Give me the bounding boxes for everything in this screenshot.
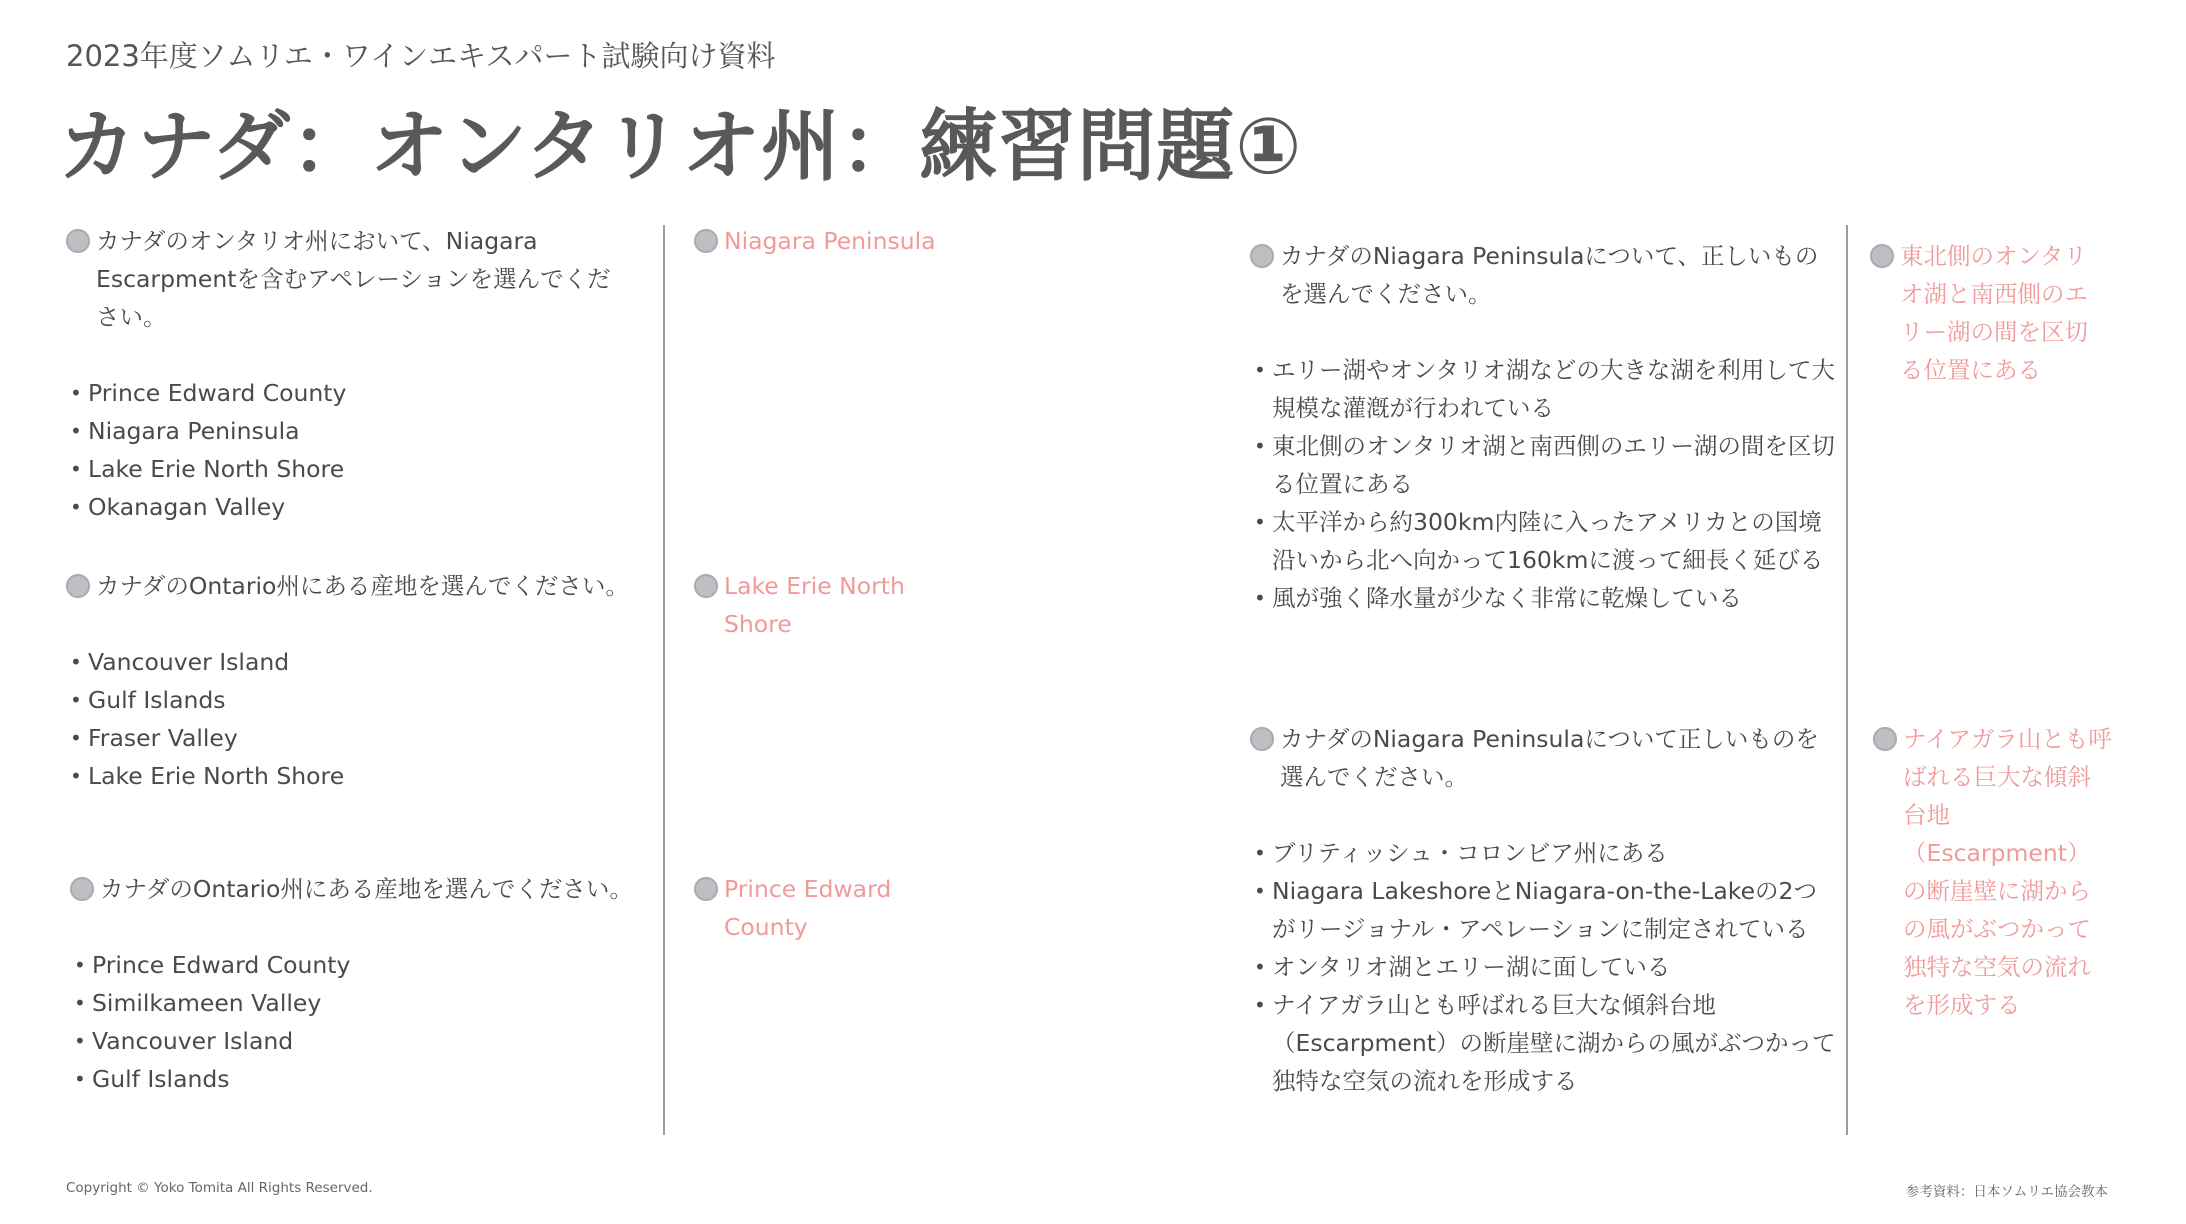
- option-list: [1250, 351, 1835, 617]
- bullet-circle-icon: [1250, 727, 1274, 751]
- answer-text: Niagara Peninsula: [724, 227, 936, 255]
- option-list: [1250, 834, 1840, 1100]
- answer-block: [694, 222, 944, 260]
- option: • エリー湖やオンタリオ湖などの大きな湖を利用して大規模な灌漑が行われている: [1250, 351, 1835, 427]
- option: • Vancouver Island: [66, 643, 666, 681]
- answer-block: [1873, 720, 2113, 1024]
- column-divider: [663, 225, 665, 1135]
- question-block: [1250, 720, 1840, 1100]
- bullet-circle-icon: [694, 229, 718, 253]
- question-text: カナダのOntario州にある産地を選んでください。: [96, 572, 629, 600]
- answer-block: [1870, 237, 2110, 389]
- option: • Niagara LakeshoreとNiagara-on-the-Lakeの2つがリージョナル・アペレーションに制定されている: [1250, 872, 1840, 948]
- answer-block: [694, 567, 914, 643]
- option-list: [66, 643, 666, 795]
- option-list: [70, 946, 670, 1098]
- question-block: [66, 567, 666, 795]
- bullet-circle-icon: [694, 574, 718, 598]
- option: • オンタリオ湖とエリー湖に面している: [1250, 948, 1840, 986]
- answer-text: ナイアガラ山とも呼ばれる巨大な傾斜台地（Escarpment）の断崖壁に湖からの風がぶつかって独特な空気の流れを形成する: [1903, 725, 2112, 1019]
- option: • Okanagan Valley: [66, 488, 626, 526]
- option-list: [66, 374, 626, 526]
- bullet-circle-icon: [66, 574, 90, 598]
- answer-text: Lake Erie North Shore: [724, 572, 905, 638]
- bullet-circle-icon: [1870, 244, 1894, 268]
- option: • Prince Edward County: [66, 374, 626, 412]
- question-text: カナダのNiagara Peninsulaについて正しいものを選んでください。: [1280, 725, 1819, 791]
- option: • Gulf Islands: [66, 681, 666, 719]
- bullet-circle-icon: [66, 229, 90, 253]
- option: • 東北側のオンタリオ湖と南西側のエリー湖の間を区切る位置にある: [1250, 427, 1835, 503]
- question-block: [66, 222, 626, 526]
- answer-block: [694, 870, 894, 946]
- subtitle: 2023年度ソムリエ・ワインエキスパート試験向け資料: [66, 39, 776, 73]
- question-text: カナダのオンタリオ州において、Niagara Escarpmentを含むアペレーションを選んでください。: [96, 227, 611, 331]
- copyright: Copyright © Yoko Tomita All Rights Reserved.: [66, 1180, 373, 1196]
- option: • Fraser Valley: [66, 719, 666, 757]
- reference-note: 参考資料：日本ソムリエ協会教本: [1905, 1184, 2108, 1200]
- option: • 風が強く降水量が少なく非常に乾燥している: [1250, 579, 1835, 617]
- option: • Gulf Islands: [70, 1060, 670, 1098]
- bullet-circle-icon: [70, 877, 94, 901]
- option: • Similkameen Valley: [70, 984, 670, 1022]
- bullet-circle-icon: [1250, 244, 1274, 268]
- option: • Lake Erie North Shore: [66, 450, 626, 488]
- page-title: カナダ：オンタリオ州：練習問題①: [58, 102, 1303, 192]
- option: • ナイアガラ山とも呼ばれる巨大な傾斜台地（Escarpment）の断崖壁に湖からの風がぶつかって独特な空気の流れを形成する: [1250, 986, 1840, 1100]
- column-divider: [1846, 225, 1848, 1135]
- option: • Niagara Peninsula: [66, 412, 626, 450]
- question-block: [70, 870, 670, 1098]
- answer-text: Prince Edward County: [724, 875, 892, 941]
- bullet-circle-icon: [1873, 727, 1897, 751]
- question-text: カナダのNiagara Peninsulaについて、正しいものを選んでください。: [1280, 242, 1819, 308]
- bullet-circle-icon: [694, 877, 718, 901]
- option: • Lake Erie North Shore: [66, 757, 666, 795]
- option: • ブリティッシュ・コロンビア州にある: [1250, 834, 1840, 872]
- question-block: [1250, 237, 1835, 617]
- option: • Prince Edward County: [70, 946, 670, 984]
- option: • 太平洋から約300km内陸に入ったアメリカとの国境沿いから北へ向かって160kmに渡って細長く延びる: [1250, 503, 1835, 579]
- question-text: カナダのOntario州にある産地を選んでください。: [100, 875, 633, 903]
- answer-text: 東北側のオンタリオ湖と南西側のエリー湖の間を区切る位置にある: [1900, 242, 2088, 384]
- option: • Vancouver Island: [70, 1022, 670, 1060]
